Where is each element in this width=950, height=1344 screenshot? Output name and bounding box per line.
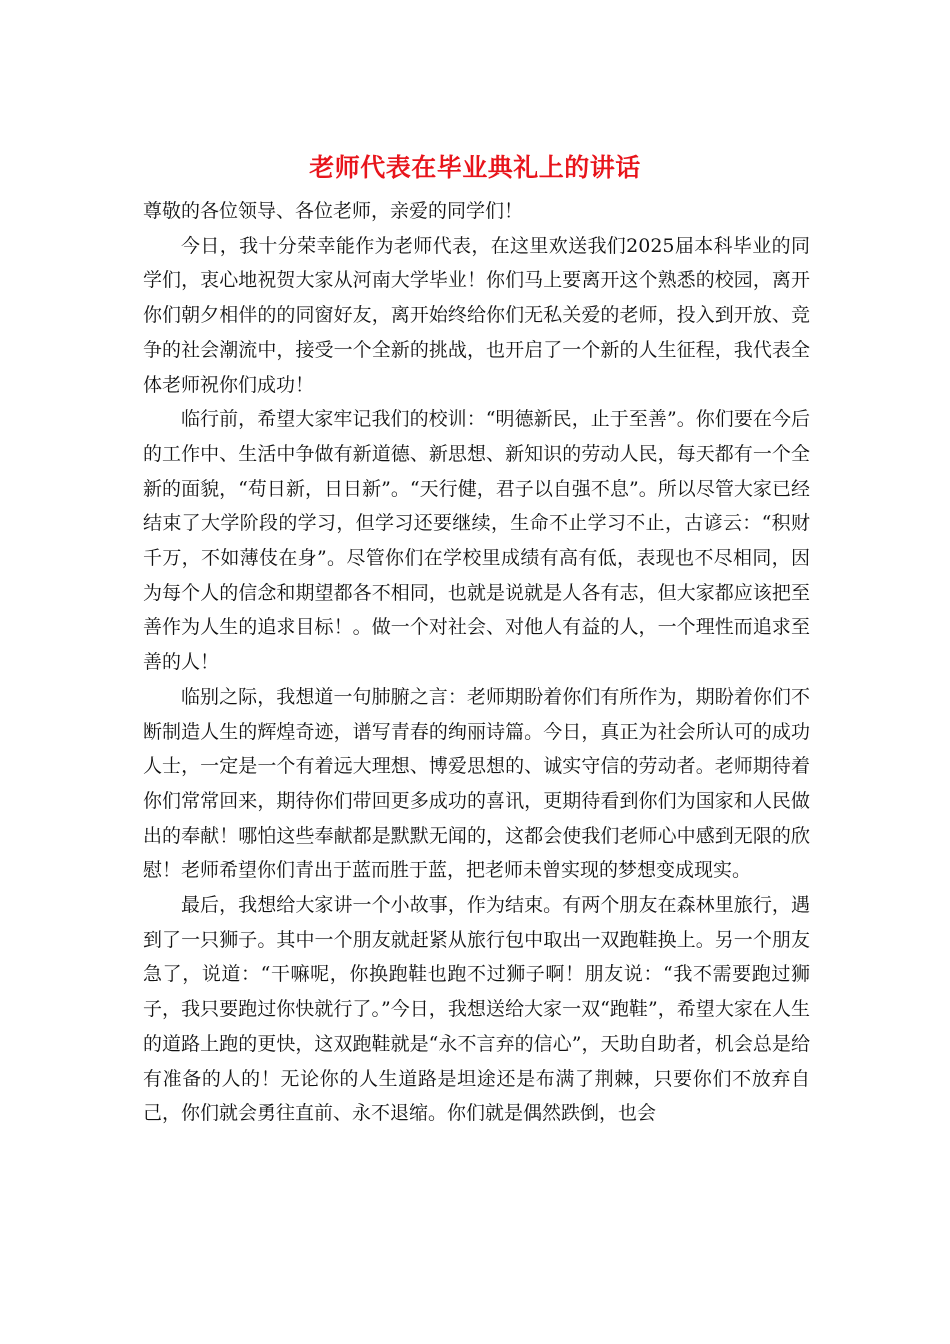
paragraph-2: 临行前，希望大家牢记我们的校训：“明德新民，止于至善”。你们要在今后的工作中、生活中争做有新道德、新思想、新知识的劳动人民，每天都有一个全新的面貌，“苟日新，日日新”。“天行健，君子以自强不息”。所以尽管大家已经结束了大学阶段的学习，但学习还要继续，生命不止学习不止，古谚云：“积财千万，不如薄伎在身”。尽管你们在学校里成绩有高有低，表现也不尽相同，因为每个人的信念和期望都各不相同，也就是说就是人各有志，但大家都应该把至善作为人生的追求目标！。做一个对社会、对他人有益的人，一个理性而追求至善的人！ bbox=[143, 408, 810, 674]
paragraph-1: 今日，我十分荣幸能作为老师代表，在这里欢送我们2025届本科毕业的同学们，衷心地祝贺大家从河南大学毕业！你们马上要离开这个熟悉的校园，离开你们朝夕相伴的的同窗好友，离开始终给你们无私关爱的老师，投入到开放、竞争的社会潮流中，接受一个全新的挑战，也开启了一个新的人生征程，我代表全体老师祝你们成功！ bbox=[143, 234, 810, 396]
document-body bbox=[143, 194, 810, 1131]
paragraph-4: 最后，我想给大家讲一个小故事，作为结束。有两个朋友在森林里旅行，遇到了一只狮子。其中一个朋友就赶紧从旅行包中取出一双跑鞋换上。另一个朋友急了，说道：“干嘛呢，你换跑鞋也跑不过狮子啊！朋友说：“我不需要跑过狮子，我只要跑过你快就行了。”今日，我想送给大家一双“跑鞋”，希望大家在人生的道路上跑的更快，这双跑鞋就是“永不言弃的信心”，天助自助者，机会总是给有准备的人的！无论你的人生道路是坦途还是布满了荆棘，只要你们不放弃自己，你们就会勇往直前、永不退缩。你们就是偶然跌倒，也会 bbox=[143, 894, 810, 1125]
paragraph-3: 临别之际，我想道一句肺腑之言：老师期盼着你们有所作为，期盼着你们不断制造人生的辉煌奇迹，谱写青春的绚丽诗篇。今日，真正为社会所认可的成功人士，一定是一个有着远大理想、博爱思想的、诚实守信的劳动者。老师期待着你们常常回来，期待你们带回更多成功的喜讯，更期待看到你们为国家和人民做出的奉献！哪怕这些奉献都是默默无闻的，这都会使我们老师心中感到无限的欣慰！老师希望你们青出于蓝而胜于蓝，把老师未曾实现的梦想变成现实。 bbox=[143, 685, 810, 882]
document-title: 老师代表在毕业典礼上的讲话 bbox=[309, 153, 641, 182]
greeting-line: 尊敬的各位领导、各位老师，亲爱的同学们！ bbox=[143, 200, 524, 222]
